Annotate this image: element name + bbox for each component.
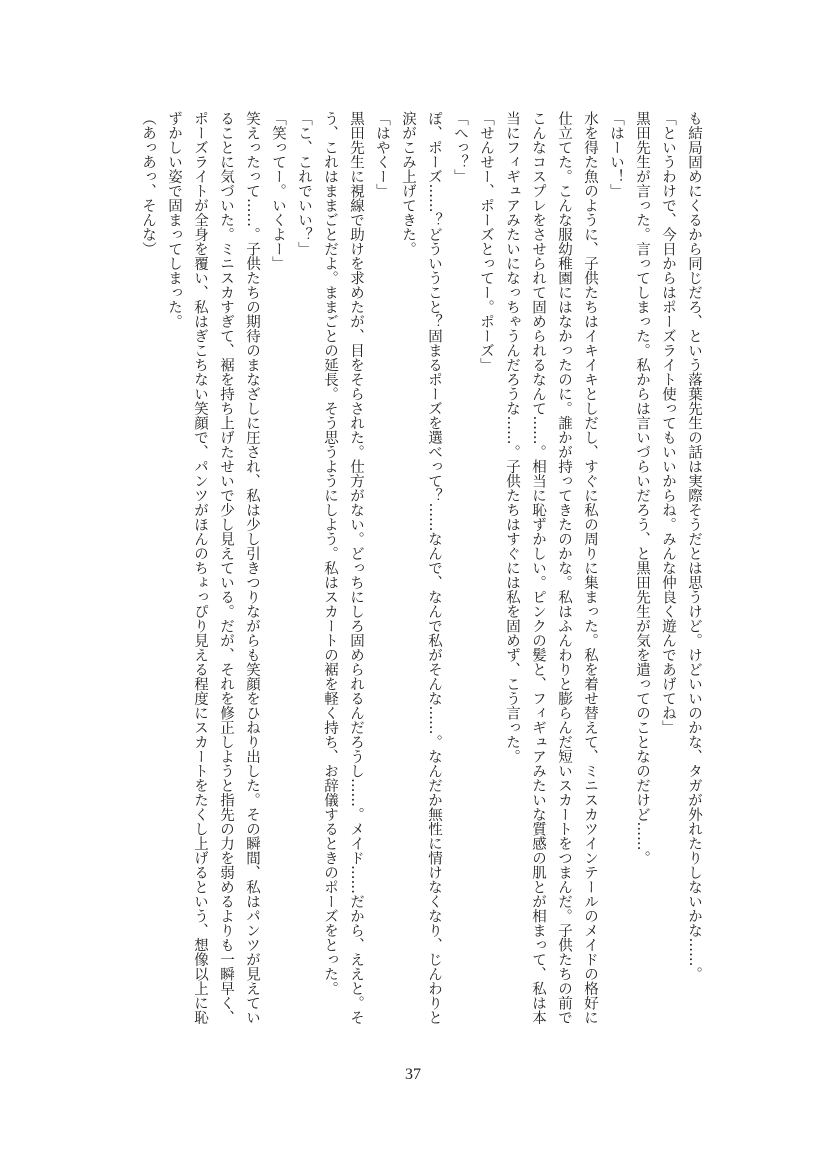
text-column: 黒田先生が言った。言ってしまった。私からは言いづらいだろう、と黒田先生が気を遣ってのことなのだけど……。	[634, 111, 650, 865]
text-column: う、これはままごとだよ。ままごとの延長。そう思うようにしよう。私はスカートの裾を軽く持ち、お辞儀するときのポーズをとった。	[322, 111, 338, 996]
text-column: （あっあっ、そんな）	[140, 111, 156, 256]
text-column: 「笑ってー。いくよー」	[270, 111, 286, 271]
text-column: ることに気づいた。ミニスカすぎて、裾を持ち上げたせいで少し見えている。だが、それを修正しようと指先の力を弱めるよりも一瞬早く、	[218, 111, 234, 1025]
text-column: こんなコスプレをさせられて固められるなんて……。相当に恥ずかしい。ピンクの髪と、フィギュアみたいな質感の肌とが相まって、私は本	[530, 111, 546, 1025]
text-column: 黒田先生に視線で助けを求めたが、目をそらされた。仕方がない。どっちにしろ固められるんだろうし……。メイド……だから、ええと。そ	[348, 111, 364, 1025]
text-column: 「はやくー」	[374, 111, 390, 198]
text-column: 「というわけで、今日からはポーズライト使ってもいいからね。みんな仲良く遊んであげてね」	[660, 111, 676, 735]
page-number: 37	[405, 1066, 421, 1083]
text-column: 仕立てた。こんな服幼稚園にはなかったのに。誰かが持ってきたのかな。私はふんわりと膨らんだ短いスカートをつまんだ。子供たちの前で	[556, 111, 572, 1025]
text-column: も結局固めにくるから同じだろ、という落葉先生の話は実際そうだとは思うけど。けどいいのかな、タガが外れたりしないかな……。	[686, 111, 702, 981]
text-column: 当にフィギュアみたいになっちゃうんだろうな……。子供たちはすぐには私を固めず、こう言った。	[504, 111, 520, 764]
text-column: 「はーい！」	[608, 111, 624, 198]
vertical-body-text	[127, 111, 707, 1033]
text-column: 水を得た魚のように、子供たちはイキイキとしだし、すぐに私の周りに集まった。私を着せ替えて、ミニスカツインテールのメイドの格好に	[582, 111, 598, 1025]
text-column: ぽ、ポーズ……？どういうこと？固まるポーズを選べって？……なんで、なんで私がそんな……。なんだか無性に情けなくなり、じんわりと	[426, 111, 442, 1025]
text-column: ポーズライトが全身を覆い、私はぎこちない笑顔で、パンツがほんのちょっぴり見える程度にスカートをたくし上げるという、想像以上に恥	[192, 111, 208, 1025]
text-column: 「こ、これでいい？」	[296, 111, 312, 256]
text-column: 「へっ？」	[452, 111, 468, 184]
text-column: 笑えったって……。子供たちの期待のまなざしに圧され、私は少し引きつりながらも笑顔をひねり出した。その瞬間、私はパンツが見えてい	[244, 111, 260, 1025]
text-column: 「せんせー、ポーズとってー。ポーズ」	[478, 111, 494, 372]
text-column: 涙がこみ上げてきた。	[400, 111, 416, 256]
text-column: ずかしい姿で固まってしまった。	[166, 111, 182, 329]
